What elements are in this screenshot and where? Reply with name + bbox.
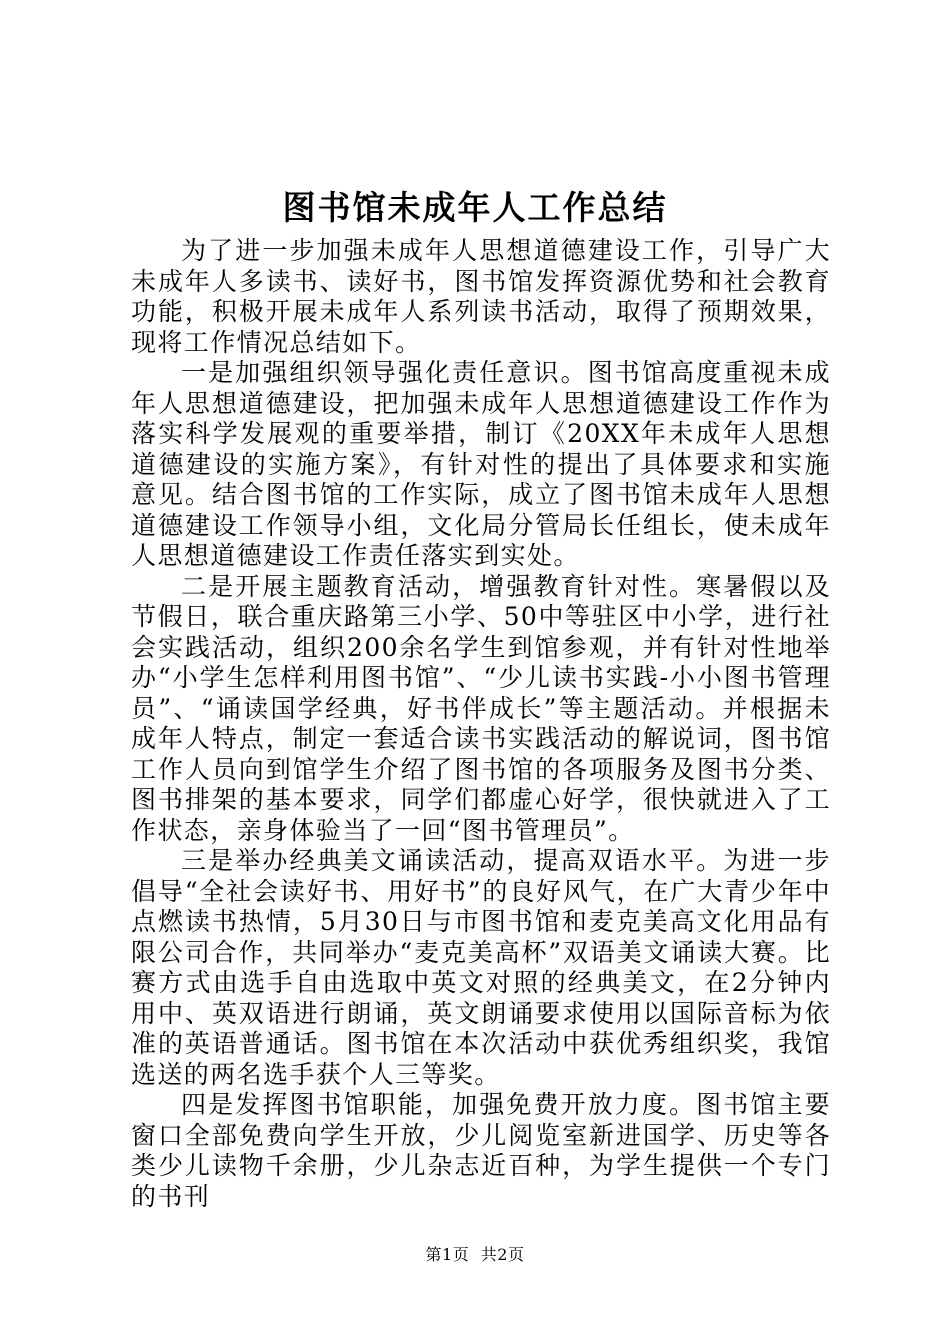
- page-number-current: 第1页: [425, 1245, 470, 1264]
- page-footer: [0, 1244, 950, 1266]
- paragraph-section-4: 四是发挥图书馆职能，加强免费开放力度。图书馆主要窗口全部免费向学生开放，少儿阅览室新进国学、历史等各类少儿读物千余册，少儿杂志近百种，为学生提供一个专门的书刊: [131, 1090, 831, 1211]
- paragraph-section-3: 三是举办经典美文诵读活动，提高双语水平。为进一步倡导“全社会读好书、用好书”的良好风气，在广大青少年中点燃读书热情，5月30日与市图书馆和麦克美高文化用品有限公司合作，共同举办“麦克美高杯”双语美文诵读大赛。比赛方式由选手自由选取中英文对照的经典美文，在2分钟内用中、英双语进行朗诵，英文朗诵要求使用以国际音标为依准的英语普通话。图书馆在本次活动中获优秀组织奖，我馆选送的两名选手获个人三等奖。: [131, 846, 831, 1089]
- paragraph-section-2: 二是开展主题教育活动，增强教育针对性。寒暑假以及节假日，联合重庆路第三小学、50中等驻区中小学，进行社会实践活动，组织200余名学生到馆参观，并有针对性地举办“小学生怎样利用图书馆”、“少儿读书实践-小小图书管理员”、“诵读国学经典，好书伴成长”等主题活动。并根据未成年人特点，制定一套适合读书实践活动的解说词，图书馆工作人员向到馆学生介绍了图书馆的各项服务及图书分类、图书排架的基本要求，同学们都虚心好学，很快就进入了工作状态，亲身体验当了一回“图书管理员”。: [131, 571, 831, 845]
- page-number-total: 共2页: [480, 1245, 525, 1264]
- document-body: [131, 236, 831, 1212]
- paragraph-intro: 为了进一步加强未成年人思想道德建设工作，引导广大未成年人多读书、读好书，图书馆发挥资源优势和社会教育功能，积极开展未成年人系列读书活动，取得了预期效果，现将工作情况总结如下。: [131, 236, 831, 357]
- document-title: 图书馆未成年人工作总结: [282, 188, 668, 227]
- paragraph-section-1: 一是加强组织领导强化责任意识。图书馆高度重视未成年人思想道德建设，把加强未成年人思想道德建设工作作为落实科学发展观的重要举措，制订《20XX年未成年人思想道德建设的实施方案》，有针对性的提出了具体要求和实施意见。结合图书馆的工作实际，成立了图书馆未成年人思想道德建设工作领导小组，文化局分管局长任组长，使未成年人思想道德建设工作责任落实到实处。: [131, 358, 831, 570]
